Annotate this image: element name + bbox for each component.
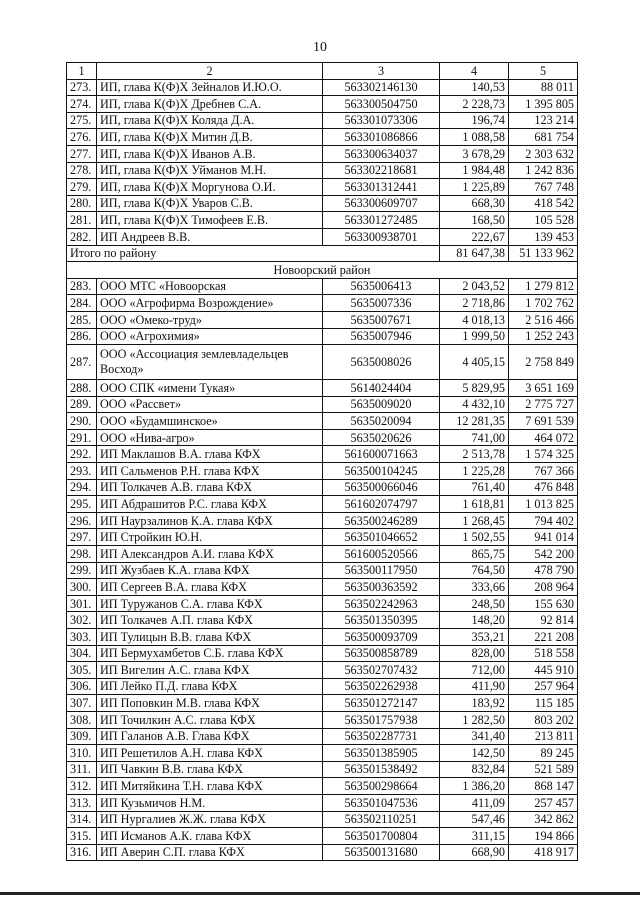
table-cell: 5635007671 <box>323 311 440 328</box>
table-cell: ООО «Будамшинское» <box>97 413 323 430</box>
table-cell: 1 618,81 <box>440 496 509 513</box>
table-cell: 273. <box>67 79 97 96</box>
table-cell: 563301312441 <box>323 179 440 196</box>
table-cell: 142,50 <box>440 745 509 762</box>
table-row <box>67 96 578 113</box>
table-cell: 286. <box>67 328 97 345</box>
table-cell: 411,90 <box>440 678 509 695</box>
table-cell: 222,67 <box>440 228 509 245</box>
table-row <box>67 529 578 546</box>
table-cell: 563500363592 <box>323 579 440 596</box>
table-cell: ООО «Омеко-труд» <box>97 311 323 328</box>
table-cell: 257 964 <box>509 678 578 695</box>
table-cell: ИП, глава К(Ф)Х Уйманов М.Н. <box>97 162 323 179</box>
table-cell: 292. <box>67 446 97 463</box>
table-cell: 1 252 243 <box>509 328 578 345</box>
table-cell: 313. <box>67 794 97 811</box>
table-cell: 563501757938 <box>323 711 440 728</box>
table-cell: ИП, глава К(Ф)Х Тимофеев Е.В. <box>97 212 323 229</box>
table-row <box>67 162 578 179</box>
table-cell: 1 395 805 <box>509 96 578 113</box>
table-cell: 5614024404 <box>323 380 440 397</box>
table-cell: 563302218681 <box>323 162 440 179</box>
table-cell: 275. <box>67 112 97 129</box>
table-cell: ИП Поповкин М.В. глава КФХ <box>97 695 323 712</box>
table-cell: 1 088,58 <box>440 129 509 146</box>
table-cell: 1 013 825 <box>509 496 578 513</box>
table-cell: 563501047536 <box>323 794 440 811</box>
table-cell: 284. <box>67 295 97 312</box>
table-cell: 5 829,95 <box>440 380 509 397</box>
table-cell: ИП Туружанов С.А. глава КФХ <box>97 595 323 612</box>
table-cell: 1 502,55 <box>440 529 509 546</box>
table-cell: ООО «Ассоциация землевладельцев Восход» <box>97 345 323 380</box>
table-cell: 2 516 466 <box>509 311 578 328</box>
district-total-row <box>67 245 578 262</box>
page-number: 10 <box>313 40 327 55</box>
header-cell: 4 <box>440 63 509 80</box>
table-row <box>67 662 578 679</box>
table-cell: ИП Маклашов В.А. глава КФХ <box>97 446 323 463</box>
header-cell: 1 <box>67 63 97 80</box>
table-cell: 563502262938 <box>323 678 440 695</box>
table-cell: 92 814 <box>509 612 578 629</box>
table-cell: 563502287731 <box>323 728 440 745</box>
table-cell: 342 862 <box>509 811 578 828</box>
table-row <box>67 311 578 328</box>
registry-table <box>66 62 578 861</box>
table-cell: 563501272147 <box>323 695 440 712</box>
table-row <box>67 844 578 861</box>
table-cell: 1 574 325 <box>509 446 578 463</box>
table-cell: 563300938701 <box>323 228 440 245</box>
table-cell: 563300504750 <box>323 96 440 113</box>
table-cell: 5635009020 <box>323 396 440 413</box>
table-cell: ИП Решетилов А.Н. глава КФХ <box>97 745 323 762</box>
table-cell: 542 200 <box>509 546 578 563</box>
table-cell: 295. <box>67 496 97 513</box>
table-cell: 563501350395 <box>323 612 440 629</box>
table-cell: ИП Александров А.И. глава КФХ <box>97 546 323 563</box>
table-row <box>67 811 578 828</box>
table-cell: 1 386,20 <box>440 778 509 795</box>
table-cell: ИП Жузбаев К.А. глава КФХ <box>97 562 323 579</box>
table-cell: 832,84 <box>440 761 509 778</box>
table-cell: 563500858789 <box>323 645 440 662</box>
table-row <box>67 546 578 563</box>
district-heading-row <box>67 262 578 279</box>
header-cell: 2 <box>97 63 323 80</box>
table-cell: 5635008026 <box>323 345 440 380</box>
table-cell: 5635020626 <box>323 429 440 446</box>
table-cell: 561602074797 <box>323 496 440 513</box>
table-cell: 418 542 <box>509 195 578 212</box>
table-cell: ИП, глава К(Ф)Х Уваров С.В. <box>97 195 323 212</box>
table-row <box>67 278 578 295</box>
table-cell: 298. <box>67 546 97 563</box>
table-cell: 213 811 <box>509 728 578 745</box>
table-cell: 285. <box>67 311 97 328</box>
table-row <box>67 496 578 513</box>
table-cell: 761,40 <box>440 479 509 496</box>
table-cell: 276. <box>67 129 97 146</box>
table-cell: 155 630 <box>509 595 578 612</box>
table-cell: 257 457 <box>509 794 578 811</box>
table-row <box>67 678 578 695</box>
table-cell: 563501385905 <box>323 745 440 762</box>
table-row <box>67 328 578 345</box>
table-cell: 668,90 <box>440 844 509 861</box>
table-cell: ИП, глава К(Ф)Х Дребнев С.А. <box>97 96 323 113</box>
table-cell: 1 999,50 <box>440 328 509 345</box>
table-row <box>67 179 578 196</box>
table-cell: 868 147 <box>509 778 578 795</box>
table-cell: 140,53 <box>440 79 509 96</box>
table-row <box>67 295 578 312</box>
header-row <box>67 63 578 80</box>
table-cell: 561600071663 <box>323 446 440 463</box>
table-cell: 289. <box>67 396 97 413</box>
table-cell: 2 513,78 <box>440 446 509 463</box>
table-cell: 311,15 <box>440 828 509 845</box>
table-cell: 563501046652 <box>323 529 440 546</box>
table-cell: 2 758 849 <box>509 345 578 380</box>
table-row <box>67 212 578 229</box>
table-cell: ООО «Нива-агро» <box>97 429 323 446</box>
table-row <box>67 79 578 96</box>
table-cell: ИП Сальменов Р.Н. глава КФХ <box>97 463 323 480</box>
table-row <box>67 794 578 811</box>
table-row <box>67 778 578 795</box>
table-cell: 563502110251 <box>323 811 440 828</box>
table-cell: 1 268,45 <box>440 512 509 529</box>
page-bottom-border <box>0 892 640 895</box>
table-cell: 301. <box>67 595 97 612</box>
table-cell: 563500117950 <box>323 562 440 579</box>
table-cell: 5635007946 <box>323 328 440 345</box>
table-cell: 547,46 <box>440 811 509 828</box>
table-cell: ИП Наурзалинов К.А. глава КФХ <box>97 512 323 529</box>
table-cell: ИП Андреев В.В. <box>97 228 323 245</box>
table-cell: 476 848 <box>509 479 578 496</box>
total-area: 81 647,38 <box>440 245 509 262</box>
table-row <box>67 145 578 162</box>
table-cell: 1 225,28 <box>440 463 509 480</box>
table-row <box>67 429 578 446</box>
total-label: Итого по району <box>67 245 440 262</box>
table-cell: 316. <box>67 844 97 861</box>
table-cell: 4 018,13 <box>440 311 509 328</box>
table-cell: 563300634037 <box>323 145 440 162</box>
table-cell: 518 558 <box>509 645 578 662</box>
table-cell: 3 678,29 <box>440 145 509 162</box>
table-cell: ИП, глава К(Ф)Х Коляда Д.А. <box>97 112 323 129</box>
table-cell: 315. <box>67 828 97 845</box>
table-cell: 307. <box>67 695 97 712</box>
table-row <box>67 446 578 463</box>
table-cell: 2 228,73 <box>440 96 509 113</box>
table-row <box>67 396 578 413</box>
table-cell: 563500104245 <box>323 463 440 480</box>
table-cell: 803 202 <box>509 711 578 728</box>
table-cell: 767 748 <box>509 179 578 196</box>
table-cell: ООО «Агрохимия» <box>97 328 323 345</box>
table-row <box>67 479 578 496</box>
table-cell: 281. <box>67 212 97 229</box>
table-cell: 282. <box>67 228 97 245</box>
table-row <box>67 228 578 245</box>
table-cell: 300. <box>67 579 97 596</box>
table-cell: 445 910 <box>509 662 578 679</box>
table-cell: ИП, глава К(Ф)Х Иванов А.В. <box>97 145 323 162</box>
table-row <box>67 695 578 712</box>
table-cell: 563301272485 <box>323 212 440 229</box>
table-cell: 88 011 <box>509 79 578 96</box>
table-cell: 1 279 812 <box>509 278 578 295</box>
header-cell: 5 <box>509 63 578 80</box>
table-cell: 764,50 <box>440 562 509 579</box>
table-cell: 221 208 <box>509 629 578 646</box>
table-row <box>67 745 578 762</box>
table-cell: 563502707432 <box>323 662 440 679</box>
table-cell: 1 702 762 <box>509 295 578 312</box>
table-cell: 277. <box>67 145 97 162</box>
table-cell: 296. <box>67 512 97 529</box>
table-cell: 7 691 539 <box>509 413 578 430</box>
table-cell: 310. <box>67 745 97 762</box>
table-row <box>67 761 578 778</box>
table-cell: 418 917 <box>509 844 578 861</box>
table-cell: ООО «Агрофирма Возрождение» <box>97 295 323 312</box>
table-cell: 712,00 <box>440 662 509 679</box>
table-cell: 1 984,48 <box>440 162 509 179</box>
table-cell: 668,30 <box>440 195 509 212</box>
table-cell: 123 214 <box>509 112 578 129</box>
table-cell: ИП Толкачев А.В. глава КФХ <box>97 479 323 496</box>
table-cell: 2 775 727 <box>509 396 578 413</box>
table-row <box>67 345 578 380</box>
table-cell: 333,66 <box>440 579 509 596</box>
table-cell: ИП Лейко П.Д. глава КФХ <box>97 678 323 695</box>
table-cell: 353,21 <box>440 629 509 646</box>
table-cell: 563301073306 <box>323 112 440 129</box>
total-amount: 51 133 962 <box>509 245 578 262</box>
table-row <box>67 380 578 397</box>
table-cell: 563502242963 <box>323 595 440 612</box>
table-row <box>67 562 578 579</box>
table-cell: 5635006413 <box>323 278 440 295</box>
table-cell: 1 282,50 <box>440 711 509 728</box>
table-cell: 563500246289 <box>323 512 440 529</box>
table-row <box>67 579 578 596</box>
table-cell: 89 245 <box>509 745 578 762</box>
table-cell: 4 432,10 <box>440 396 509 413</box>
table-cell: ИП, глава К(Ф)Х Зейналов И.Ю.О. <box>97 79 323 96</box>
table-cell: ООО МТС «Новоорская <box>97 278 323 295</box>
table-cell: 299. <box>67 562 97 579</box>
table-cell: ИП Стройкин Ю.Н. <box>97 529 323 546</box>
table-cell: 305. <box>67 662 97 679</box>
table-cell: ИП, глава К(Ф)Х Митин Д.В. <box>97 129 323 146</box>
table-cell: ИП Сергеев В.А. глава КФХ <box>97 579 323 596</box>
table-cell: 139 453 <box>509 228 578 245</box>
table-cell: 312. <box>67 778 97 795</box>
table-cell: ИП Митяйкина Т.Н. глава КФХ <box>97 778 323 795</box>
table-row <box>67 463 578 480</box>
table-row <box>67 728 578 745</box>
table-cell: 148,20 <box>440 612 509 629</box>
table-row <box>67 828 578 845</box>
table-cell: 297. <box>67 529 97 546</box>
table-cell: 283. <box>67 278 97 295</box>
table-cell: 794 402 <box>509 512 578 529</box>
table-cell: ИП Исманов А.К. глава КФХ <box>97 828 323 845</box>
table-cell: 115 185 <box>509 695 578 712</box>
table-cell: 2 718,86 <box>440 295 509 312</box>
table-cell: 208 964 <box>509 579 578 596</box>
table-cell: ИП Чавкин В.В. глава КФХ <box>97 761 323 778</box>
table-cell: ООО СПК «имени Тукая» <box>97 380 323 397</box>
table-cell: 563301086866 <box>323 129 440 146</box>
table-cell: 2 303 632 <box>509 145 578 162</box>
table-cell: 183,92 <box>440 695 509 712</box>
table-cell: ИП Аверин С.П. глава КФХ <box>97 844 323 861</box>
table-cell: 293. <box>67 463 97 480</box>
table-cell: 1 242 836 <box>509 162 578 179</box>
table-cell: 309. <box>67 728 97 745</box>
table-cell: 563500066046 <box>323 479 440 496</box>
table-cell: 563501700804 <box>323 828 440 845</box>
table-row <box>67 711 578 728</box>
table-cell: 294. <box>67 479 97 496</box>
table-cell: 563500131680 <box>323 844 440 861</box>
table-cell: 941 014 <box>509 529 578 546</box>
table-cell: 2 043,52 <box>440 278 509 295</box>
table-cell: ИП Нургалиев Ж.Ж. глава КФХ <box>97 811 323 828</box>
table-cell: 561600520566 <box>323 546 440 563</box>
table-cell: 196,74 <box>440 112 509 129</box>
table-cell: 303. <box>67 629 97 646</box>
table-cell: ИП Абдрашитов Р.С. глава КФХ <box>97 496 323 513</box>
header-cell: 3 <box>323 63 440 80</box>
table-cell: 280. <box>67 195 97 212</box>
table-cell: 311. <box>67 761 97 778</box>
table-row <box>67 413 578 430</box>
table-cell: 4 405,15 <box>440 345 509 380</box>
table-cell: 288. <box>67 380 97 397</box>
table-cell: 865,75 <box>440 546 509 563</box>
table-cell: 3 651 169 <box>509 380 578 397</box>
district-heading: Новоорский район <box>67 262 578 279</box>
table-cell: 563500298664 <box>323 778 440 795</box>
table-cell: ИП Галанов А.В. Глава КФХ <box>97 728 323 745</box>
table-cell: 290. <box>67 413 97 430</box>
table-cell: 741,00 <box>440 429 509 446</box>
table-row <box>67 112 578 129</box>
table-cell: ИП Толкачев А.П. глава КФХ <box>97 612 323 629</box>
table-cell: 278. <box>67 162 97 179</box>
table-cell: 563501538492 <box>323 761 440 778</box>
table-cell: 168,50 <box>440 212 509 229</box>
table-cell: 5635020094 <box>323 413 440 430</box>
table-cell: 563300609707 <box>323 195 440 212</box>
table-cell: 478 790 <box>509 562 578 579</box>
table-cell: 563302146130 <box>323 79 440 96</box>
table-row <box>67 512 578 529</box>
table-cell: 314. <box>67 811 97 828</box>
table-row <box>67 595 578 612</box>
table-cell: 308. <box>67 711 97 728</box>
table-cell: 767 366 <box>509 463 578 480</box>
table-cell: 105 528 <box>509 212 578 229</box>
table-cell: ИП Кузьмичов Н.М. <box>97 794 323 811</box>
table-cell: 12 281,35 <box>440 413 509 430</box>
table-cell: 521 589 <box>509 761 578 778</box>
table-cell: 411,09 <box>440 794 509 811</box>
table-cell: 563500093709 <box>323 629 440 646</box>
table-cell: 464 072 <box>509 429 578 446</box>
table-cell: 306. <box>67 678 97 695</box>
table-row <box>67 645 578 662</box>
table-cell: ИП, глава К(Ф)Х Моргунова О.И. <box>97 179 323 196</box>
table-cell: ООО «Рассвет» <box>97 396 323 413</box>
table-cell: 1 225,89 <box>440 179 509 196</box>
table-cell: ИП Вигелин А.С. глава КФХ <box>97 662 323 679</box>
table-cell: ИП Точилкин А.С. глава КФХ <box>97 711 323 728</box>
table-cell: 304. <box>67 645 97 662</box>
table-cell: 681 754 <box>509 129 578 146</box>
table-cell: 287. <box>67 345 97 380</box>
table-cell: ИП Бермухамбетов С.Б. глава КФХ <box>97 645 323 662</box>
table-row <box>67 195 578 212</box>
table-cell: 828,00 <box>440 645 509 662</box>
table-cell: 248,50 <box>440 595 509 612</box>
table-cell: 279. <box>67 179 97 196</box>
table-cell: 5635007336 <box>323 295 440 312</box>
table-cell: 302. <box>67 612 97 629</box>
table-cell: 274. <box>67 96 97 113</box>
table-cell: ИП Тулицын В.В. глава КФХ <box>97 629 323 646</box>
table-row <box>67 129 578 146</box>
table-cell: 291. <box>67 429 97 446</box>
table-row <box>67 612 578 629</box>
table-cell: 194 866 <box>509 828 578 845</box>
table-cell: 341,40 <box>440 728 509 745</box>
table-row <box>67 629 578 646</box>
